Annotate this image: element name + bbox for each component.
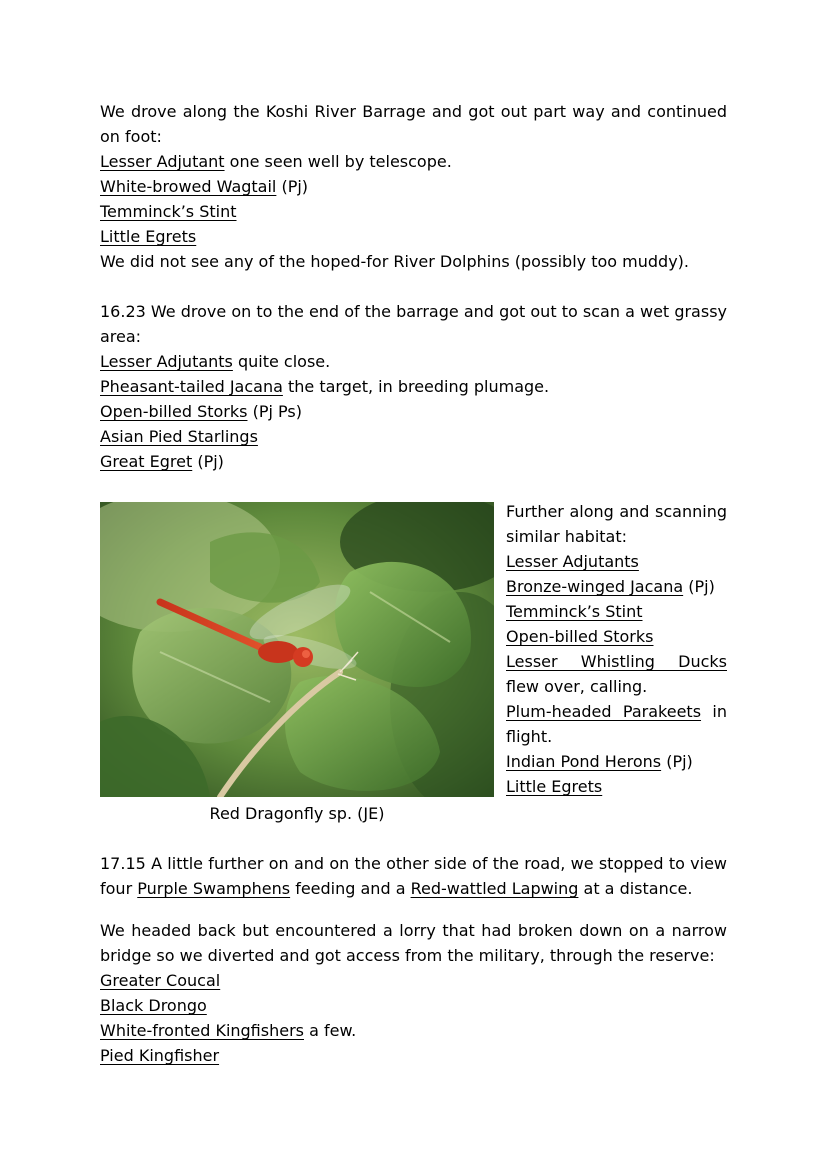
species-name: Little Egrets <box>100 227 197 246</box>
species-name: Lesser Whistling Ducks <box>506 652 727 671</box>
species-name: Great Egret <box>100 452 193 471</box>
section4-paragraph <box>100 851 727 901</box>
species-name: Indian Pond Herons <box>506 752 662 771</box>
sighting-line <box>100 449 727 474</box>
sighting-note: a few. <box>304 1021 357 1040</box>
species-name: Asian Pied Starlings <box>100 427 258 446</box>
species-name: Temminck’s Stint <box>506 602 643 621</box>
sighting-note: (Pj) <box>683 577 715 596</box>
section2-intro: 16.23 We drove on to the end of the barrage and got out to scan a wet grassy area: <box>100 302 727 346</box>
sighting-line <box>506 549 727 574</box>
species-name: Open-billed Storks <box>100 402 248 421</box>
spacer <box>100 274 727 299</box>
species-name: Greater Coucal <box>100 971 221 990</box>
sighting-line <box>506 749 727 774</box>
species-name: Red-wattled Lapwing <box>410 879 579 898</box>
spacer <box>100 474 727 499</box>
sighting-note: quite close. <box>232 352 331 371</box>
sighting-line <box>100 374 727 399</box>
spacer <box>100 901 727 918</box>
sighting-note: (Pj) <box>661 752 693 771</box>
species-name: Lesser Adjutants <box>506 552 639 571</box>
sighting-line <box>100 1018 727 1043</box>
section1-intro: We drove along the Koshi River Barrage and got out part way and continued on foot: <box>100 102 727 146</box>
species-name: Plum-headed Parakeets <box>506 702 702 721</box>
sighting-line <box>100 349 727 374</box>
sighting-line <box>100 174 727 199</box>
sighting-line <box>506 574 727 599</box>
sighting-note: one seen well by telescope. <box>224 152 452 171</box>
species-name: White-fronted Kingfishers <box>100 1021 304 1040</box>
species-name: Temminck’s Stint <box>100 202 237 221</box>
sighting-line <box>506 599 727 624</box>
sighting-line <box>100 968 727 993</box>
sighting-line <box>100 199 727 224</box>
sighting-note: flew over, calling. <box>506 677 648 696</box>
species-name: Lesser Adjutant <box>100 152 225 171</box>
photo-section <box>100 499 727 826</box>
species-name: Open-billed Storks <box>506 627 654 646</box>
sighting-note: (Pj) <box>276 177 309 196</box>
species-name: White-browed Wagtail <box>100 177 277 196</box>
sighting-line <box>100 399 727 424</box>
spacer <box>100 826 727 851</box>
species-name: Pheasant-tailed Jacana <box>100 377 283 396</box>
sighting-note: (Pj) <box>192 452 224 471</box>
species-name: Bronze-winged Jacana <box>506 577 684 596</box>
document-page <box>100 99 727 1068</box>
section4-text: 17.15 A little further on and on the other side of the road, we stopped to view four <box>100 854 727 898</box>
section3-intro: Further along and scanning similar habitat: <box>506 502 727 546</box>
sighting-line <box>506 699 727 749</box>
sighting-line <box>100 149 727 174</box>
sighting-note: the target, in breeding plumage. <box>282 377 550 396</box>
sighting-line <box>506 774 727 799</box>
dragonfly-photo <box>100 502 494 797</box>
species-name: Pied Kingfisher <box>100 1046 220 1065</box>
sighting-line <box>100 224 727 249</box>
sighting-line <box>506 624 727 649</box>
sighting-note: in flight. <box>506 702 727 746</box>
section3-sidebar <box>506 499 727 799</box>
photo-caption: Red Dragonfly sp. (JE) <box>209 804 385 823</box>
species-name: Lesser Adjutants <box>100 352 233 371</box>
sighting-line <box>100 424 727 449</box>
species-name: Little Egrets <box>506 777 603 796</box>
dragonfly-photo-icon <box>100 502 494 797</box>
species-name: Black Drongo <box>100 996 207 1015</box>
sighting-note: (Pj Ps) <box>247 402 302 421</box>
section4-text: at a distance. <box>578 879 693 898</box>
species-name: Purple Swamphens <box>137 879 291 898</box>
section4-text: feeding and a <box>290 879 411 898</box>
sighting-line <box>100 993 727 1018</box>
sighting-line <box>506 649 727 699</box>
section1-outro: We did not see any of the hoped-for River Dolphins (possibly too muddy). <box>100 252 689 271</box>
section5-intro: We headed back but encountered a lorry that had broken down on a narrow bridge so we diverted and got access from the military, through the reserve: <box>100 921 727 965</box>
sighting-line <box>100 1043 727 1068</box>
